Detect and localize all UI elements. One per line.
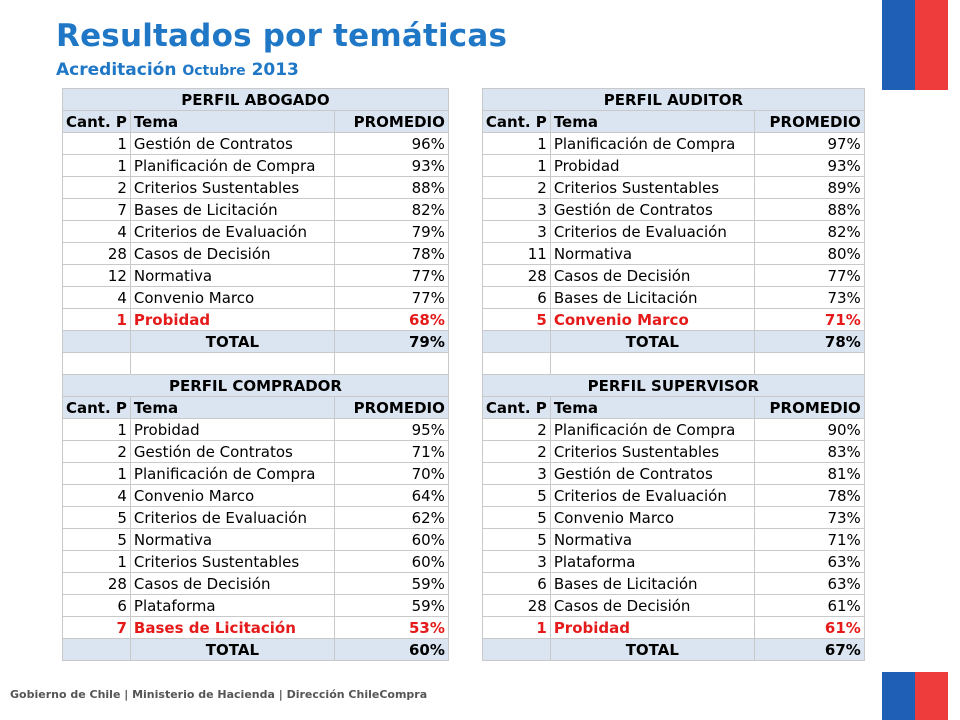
- column-gap: [448, 133, 482, 155]
- cell-tema: Convenio Marco: [550, 309, 754, 331]
- cell-tema: Planificación de Compra: [550, 419, 754, 441]
- cell-tema: Probidad: [130, 419, 334, 441]
- column-gap: [448, 111, 482, 133]
- column-header-promedio: PROMEDIO: [334, 111, 448, 133]
- cell-cant: 3: [482, 551, 550, 573]
- cell-cant: 7: [63, 199, 131, 221]
- total-blank: [482, 331, 550, 353]
- table-row: [63, 287, 865, 309]
- subtitle-main: Acreditación: [56, 60, 177, 80]
- cell-cant: 2: [482, 441, 550, 463]
- column-header-promedio: PROMEDIO: [754, 397, 864, 419]
- cell-empty: [550, 353, 754, 375]
- column-gap: [448, 573, 482, 595]
- cell-promedio: 79%: [334, 221, 448, 243]
- table-row: [63, 507, 865, 529]
- cell-promedio: 90%: [754, 419, 864, 441]
- table-title-abogado: PERFIL ABOGADO: [63, 89, 449, 111]
- column-gap: [448, 221, 482, 243]
- table-row: [63, 419, 865, 441]
- cell-tema: Planificación de Compra: [130, 463, 334, 485]
- cell-promedio: 60%: [334, 529, 448, 551]
- column-gap: [448, 419, 482, 441]
- cell-cant: 7: [63, 617, 131, 639]
- cell-promedio: 82%: [334, 199, 448, 221]
- cell-promedio: 97%: [754, 133, 864, 155]
- cell-promedio: 77%: [334, 287, 448, 309]
- table-row: [63, 265, 865, 287]
- page-title: Resultados por temáticas: [56, 18, 508, 54]
- column-gap: [448, 463, 482, 485]
- cell-tema: Plataforma: [130, 595, 334, 617]
- cell-tema: Gestión de Contratos: [550, 463, 754, 485]
- total-value: 67%: [754, 639, 864, 661]
- cell-promedio: 68%: [334, 309, 448, 331]
- cell-promedio: 82%: [754, 221, 864, 243]
- cell-cant: 5: [482, 485, 550, 507]
- cell-tema: Normativa: [550, 529, 754, 551]
- total-value: 60%: [334, 639, 448, 661]
- table-row: [63, 463, 865, 485]
- spacer-row: [63, 353, 865, 375]
- cell-cant: 1: [482, 617, 550, 639]
- cell-cant: 5: [63, 507, 131, 529]
- cell-promedio: 61%: [754, 617, 864, 639]
- cell-cant: 4: [63, 485, 131, 507]
- cell-tema: Planificación de Compra: [550, 133, 754, 155]
- total-label: TOTAL: [130, 639, 334, 661]
- cell-promedio: 93%: [754, 155, 864, 177]
- cell-cant: 2: [482, 177, 550, 199]
- cell-cant: 4: [63, 221, 131, 243]
- cell-promedio: 63%: [754, 551, 864, 573]
- cell-cant: 1: [63, 133, 131, 155]
- cell-promedio: 64%: [334, 485, 448, 507]
- cell-cant: 11: [482, 243, 550, 265]
- cell-cant: 2: [63, 441, 131, 463]
- column-gap: [448, 287, 482, 309]
- column-header-tema: Tema: [130, 397, 334, 419]
- cell-tema: Criterios de Evaluación: [550, 485, 754, 507]
- table-row: [63, 529, 865, 551]
- cell-cant: 1: [482, 133, 550, 155]
- cell-tema: Criterios Sustentables: [550, 177, 754, 199]
- column-gap: [448, 551, 482, 573]
- cell-promedio: 88%: [754, 199, 864, 221]
- column-header-tema: Tema: [550, 111, 754, 133]
- subtitle-month: Octubre: [182, 63, 246, 79]
- cell-promedio: 59%: [334, 595, 448, 617]
- cell-promedio: 88%: [334, 177, 448, 199]
- cell-promedio: 70%: [334, 463, 448, 485]
- cell-cant: 3: [482, 463, 550, 485]
- total-value: 78%: [754, 331, 864, 353]
- table-title-auditor: PERFIL AUDITOR: [482, 89, 864, 111]
- cell-empty: [754, 353, 864, 375]
- table-row: [63, 485, 865, 507]
- total-label: TOTAL: [550, 639, 754, 661]
- table-row: [63, 199, 865, 221]
- cell-empty: [334, 353, 448, 375]
- table-row: [63, 441, 865, 463]
- table-row: [63, 309, 865, 331]
- cell-promedio: 96%: [334, 133, 448, 155]
- cell-tema: Gestión de Contratos: [130, 441, 334, 463]
- cell-cant: 2: [482, 419, 550, 441]
- cell-cant: 12: [63, 265, 131, 287]
- cell-promedio: 60%: [334, 551, 448, 573]
- cell-promedio: 89%: [754, 177, 864, 199]
- column-header-cant: Cant. P: [482, 397, 550, 419]
- cell-cant: 28: [63, 243, 131, 265]
- column-header-promedio: PROMEDIO: [754, 111, 864, 133]
- cell-tema: Criterios Sustentables: [130, 177, 334, 199]
- cell-promedio: 77%: [334, 265, 448, 287]
- chile-flag-bottom-decoration: [882, 672, 948, 720]
- cell-cant: 6: [63, 595, 131, 617]
- column-gap: [448, 485, 482, 507]
- column-header-cant: Cant. P: [63, 397, 131, 419]
- page-subtitle: [56, 60, 299, 80]
- cell-tema: Casos de Decisión: [550, 595, 754, 617]
- cell-promedio: 63%: [754, 573, 864, 595]
- cell-promedio: 71%: [754, 529, 864, 551]
- cell-tema: Gestión de Contratos: [550, 199, 754, 221]
- column-gap: [448, 309, 482, 331]
- total-blank: [63, 331, 131, 353]
- column-gap: [448, 397, 482, 419]
- cell-tema: Casos de Decisión: [130, 573, 334, 595]
- column-gap: [448, 331, 482, 353]
- column-header-cant: Cant. P: [482, 111, 550, 133]
- table-row: [63, 573, 865, 595]
- cell-promedio: 73%: [754, 287, 864, 309]
- column-header-row: [63, 397, 865, 419]
- cell-cant: 5: [482, 529, 550, 551]
- column-header-tema: Tema: [130, 111, 334, 133]
- cell-tema: Bases de Licitación: [550, 573, 754, 595]
- column-header-promedio: PROMEDIO: [334, 397, 448, 419]
- cell-cant: 1: [63, 155, 131, 177]
- column-gap: [448, 441, 482, 463]
- cell-tema: Gestión de Contratos: [130, 133, 334, 155]
- column-gap: [448, 639, 482, 661]
- cell-promedio: 81%: [754, 463, 864, 485]
- table-row: [63, 177, 865, 199]
- column-gap: [448, 243, 482, 265]
- cell-tema: Bases de Licitación: [130, 617, 334, 639]
- cell-tema: Probidad: [550, 617, 754, 639]
- cell-empty: [63, 353, 131, 375]
- cell-promedio: 71%: [754, 309, 864, 331]
- column-gap: [448, 375, 482, 397]
- cell-cant: 5: [482, 507, 550, 529]
- cell-empty: [482, 353, 550, 375]
- column-header-tema: Tema: [550, 397, 754, 419]
- cell-promedio: 83%: [754, 441, 864, 463]
- results-spreadsheet: [62, 88, 865, 661]
- table-row: [63, 617, 865, 639]
- cell-empty: [448, 353, 482, 375]
- cell-tema: Bases de Licitación: [550, 287, 754, 309]
- footer-text: Gobierno de Chile | Ministerio de Hacienda | Dirección ChileCompra: [10, 688, 428, 701]
- cell-promedio: 77%: [754, 265, 864, 287]
- cell-promedio: 53%: [334, 617, 448, 639]
- cell-cant: 1: [63, 551, 131, 573]
- cell-tema: Criterios de Evaluación: [130, 221, 334, 243]
- cell-tema: Normativa: [130, 529, 334, 551]
- cell-promedio: 78%: [754, 485, 864, 507]
- cell-tema: Convenio Marco: [130, 287, 334, 309]
- total-row: [63, 639, 865, 661]
- table-title-row: [63, 375, 865, 397]
- table-title-supervisor: PERFIL SUPERVISOR: [482, 375, 864, 397]
- cell-tema: Planificación de Compra: [130, 155, 334, 177]
- cell-tema: Plataforma: [550, 551, 754, 573]
- cell-tema: Probidad: [550, 155, 754, 177]
- total-value: 79%: [334, 331, 448, 353]
- total-blank: [482, 639, 550, 661]
- column-gap: [448, 89, 482, 111]
- table-row: [63, 155, 865, 177]
- chile-flag-top-decoration: [882, 0, 948, 90]
- cell-cant: 1: [482, 155, 550, 177]
- cell-promedio: 73%: [754, 507, 864, 529]
- cell-cant: 5: [482, 309, 550, 331]
- cell-cant: 6: [482, 573, 550, 595]
- cell-cant: 3: [482, 221, 550, 243]
- table-row: [63, 221, 865, 243]
- cell-cant: 6: [482, 287, 550, 309]
- cell-tema: Convenio Marco: [550, 507, 754, 529]
- cell-tema: Casos de Decisión: [130, 243, 334, 265]
- total-blank: [63, 639, 131, 661]
- column-gap: [448, 595, 482, 617]
- cell-promedio: 95%: [334, 419, 448, 441]
- table-row: [63, 551, 865, 573]
- cell-cant: 2: [63, 177, 131, 199]
- cell-tema: Normativa: [550, 243, 754, 265]
- column-header-cant: Cant. P: [63, 111, 131, 133]
- table-title-comprador: PERFIL COMPRADOR: [63, 375, 449, 397]
- cell-promedio: 59%: [334, 573, 448, 595]
- table-row: [63, 595, 865, 617]
- column-gap: [448, 507, 482, 529]
- cell-cant: 3: [482, 199, 550, 221]
- cell-tema: Casos de Decisión: [550, 265, 754, 287]
- cell-promedio: 80%: [754, 243, 864, 265]
- cell-empty: [130, 353, 334, 375]
- cell-tema: Criterios Sustentables: [130, 551, 334, 573]
- cell-cant: 4: [63, 287, 131, 309]
- total-label: TOTAL: [550, 331, 754, 353]
- cell-cant: 28: [482, 595, 550, 617]
- column-gap: [448, 529, 482, 551]
- cell-promedio: 62%: [334, 507, 448, 529]
- cell-cant: 28: [482, 265, 550, 287]
- cell-promedio: 61%: [754, 595, 864, 617]
- cell-tema: Normativa: [130, 265, 334, 287]
- column-header-row: [63, 111, 865, 133]
- table-title-row: [63, 89, 865, 111]
- table-row: [63, 243, 865, 265]
- results-table: [62, 88, 865, 661]
- cell-promedio: 78%: [334, 243, 448, 265]
- table-row: [63, 133, 865, 155]
- cell-promedio: 93%: [334, 155, 448, 177]
- cell-tema: Probidad: [130, 309, 334, 331]
- cell-tema: Criterios de Evaluación: [550, 221, 754, 243]
- cell-cant: 1: [63, 419, 131, 441]
- cell-tema: Bases de Licitación: [130, 199, 334, 221]
- cell-tema: Criterios de Evaluación: [130, 507, 334, 529]
- cell-cant: 28: [63, 573, 131, 595]
- cell-cant: 5: [63, 529, 131, 551]
- column-gap: [448, 177, 482, 199]
- column-gap: [448, 199, 482, 221]
- subtitle-year: 2013: [251, 60, 299, 80]
- cell-tema: Criterios Sustentables: [550, 441, 754, 463]
- column-gap: [448, 155, 482, 177]
- cell-tema: Convenio Marco: [130, 485, 334, 507]
- cell-cant: 1: [63, 463, 131, 485]
- cell-promedio: 71%: [334, 441, 448, 463]
- total-row: [63, 331, 865, 353]
- total-label: TOTAL: [130, 331, 334, 353]
- cell-cant: 1: [63, 309, 131, 331]
- column-gap: [448, 265, 482, 287]
- column-gap: [448, 617, 482, 639]
